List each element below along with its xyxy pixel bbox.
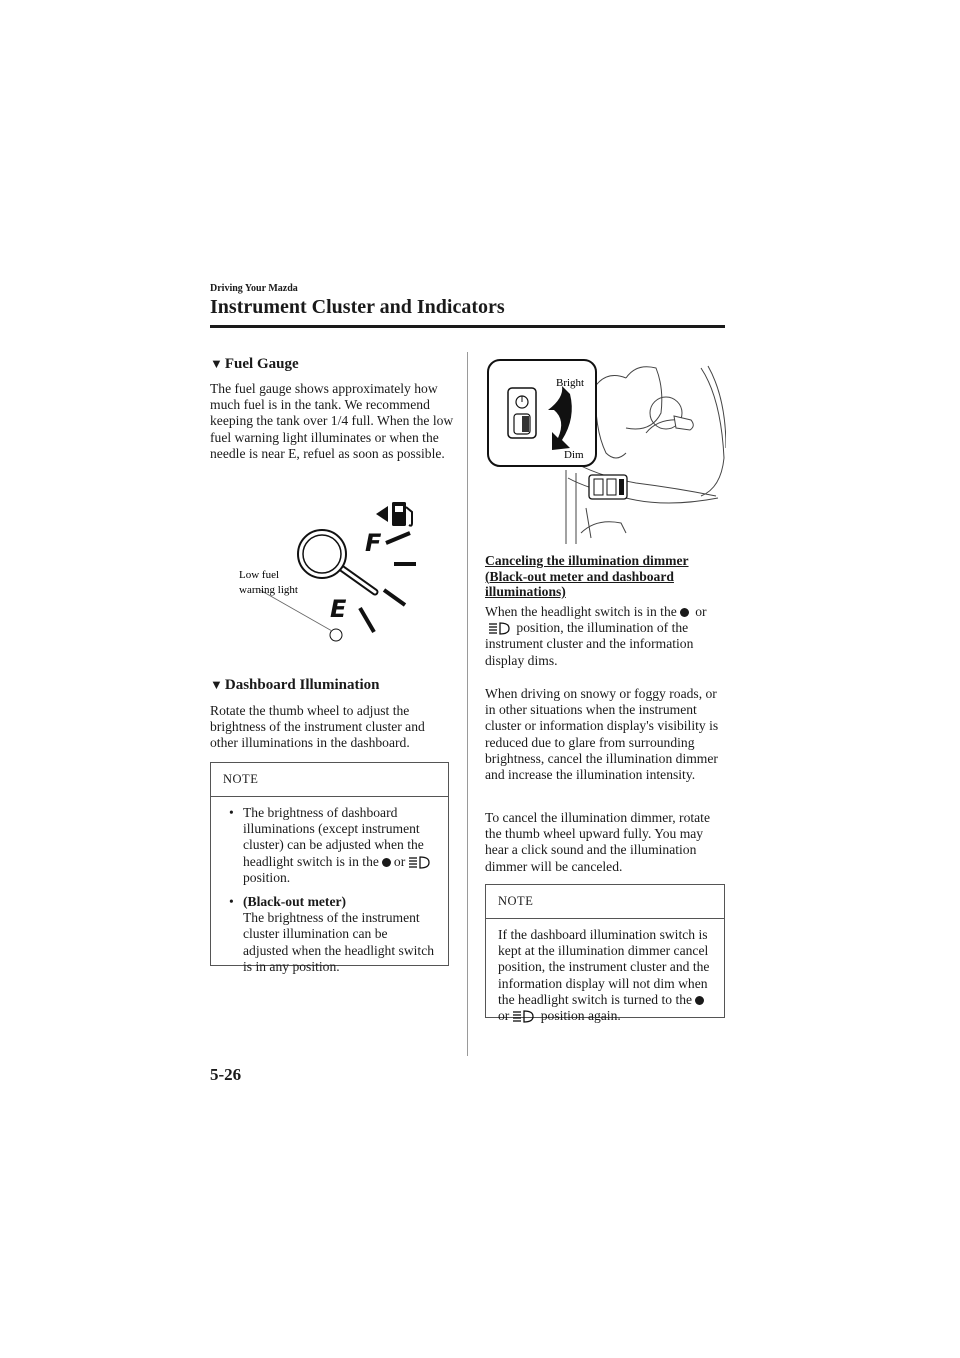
dim-label: Dim (564, 449, 584, 461)
cancel-dimmer-paragraph-2: When driving on snowy or foggy roads, or in other situations when the instrument cluster or information display's visibility is reduced due to glare from surrounding brightness, cancel the illumination dimmer and increase the illumination intensity. (485, 686, 719, 783)
fuel-gauge-paragraph: The fuel gauge shows approximately how much fuel is in the tank. We recommend keeping the tank over 1/4 full. When the low fuel warning light illuminates or when the needle is near E, refuel as soon as possible. (210, 381, 454, 461)
section-label: Driving Your Mazda (210, 283, 298, 294)
gauge-tick (360, 608, 374, 632)
title-rule (210, 325, 725, 328)
label-leader-line (260, 590, 332, 631)
fuel-gauge-figure (230, 495, 440, 645)
page-title: Instrument Cluster and Indicators (210, 296, 505, 318)
bright-label: Bright (556, 377, 585, 389)
note-box-right (485, 884, 725, 1024)
dashboard-illumination-heading: ▼ Dashboard Illumination (210, 677, 380, 693)
dimmer-switch-figure (486, 358, 726, 544)
gauge-tick (384, 590, 405, 605)
fuel-gauge-heading: ▼ Fuel Gauge (210, 356, 299, 372)
bullet-icon: • (229, 805, 234, 820)
dashboard-illumination-paragraph: Rotate the thumb wheel to adjust the brightness of the instrument cluster and other illuminations in the dashboard. (210, 703, 425, 751)
parking-lamp-icon (408, 856, 430, 869)
headlight-on-icon (695, 996, 704, 1005)
page-number: 5-26 (210, 1065, 242, 1084)
empty-mark: E (330, 595, 347, 623)
column-divider (467, 352, 468, 1056)
note-bullet-1: • The brightness of dashboard illuminations (except instrument cluster) can be adjusted when the headlight switch is in the or position. (223, 805, 436, 886)
full-mark: F (365, 529, 382, 557)
parking-lamp-icon (488, 622, 510, 635)
heading-marker-icon: ▼ (210, 677, 223, 692)
cancel-dimmer-paragraph-1: When the headlight switch is in the or position, the illumination of the instrument cluster and the information display dims. (485, 604, 707, 668)
parking-lamp-icon (512, 1010, 534, 1023)
note-text: If the dashboard illumination switch is kept at the illumination dimmer cancel position, the instrument cluster and the information display will not dim when the headlight switch is turned to the or position again. (498, 927, 710, 1024)
headlight-on-icon (382, 858, 391, 867)
note-bullet-2: • (Black-out meter) The brightness of the instrument cluster illumination can be adjusted when the headlight switch is in any position. (229, 894, 435, 974)
note-label: NOTE (498, 894, 534, 908)
note-box-left (210, 762, 449, 974)
low-fuel-label-line1: Low fuel (239, 569, 280, 581)
fuel-pump-icon (376, 502, 412, 526)
heading-marker-icon: ▼ (210, 356, 223, 371)
gauge-tick (386, 533, 410, 543)
note-label: NOTE (223, 772, 259, 786)
bullet-icon: • (229, 894, 234, 910)
thumb-wheel-switch (508, 388, 536, 438)
dash-switch-small (589, 475, 627, 499)
headlight-on-icon (680, 608, 689, 617)
cancel-dimmer-subheading: Canceling the illumination dimmer (Black-out meter and dashboard illuminations) (485, 553, 689, 599)
low-fuel-label-line2: warning light (239, 584, 298, 596)
cancel-dimmer-paragraph-3: To cancel the illumination dimmer, rotate the thumb wheel upward fully. You may hear a click sound and the illumination dimmer will be canceled. (485, 810, 710, 874)
